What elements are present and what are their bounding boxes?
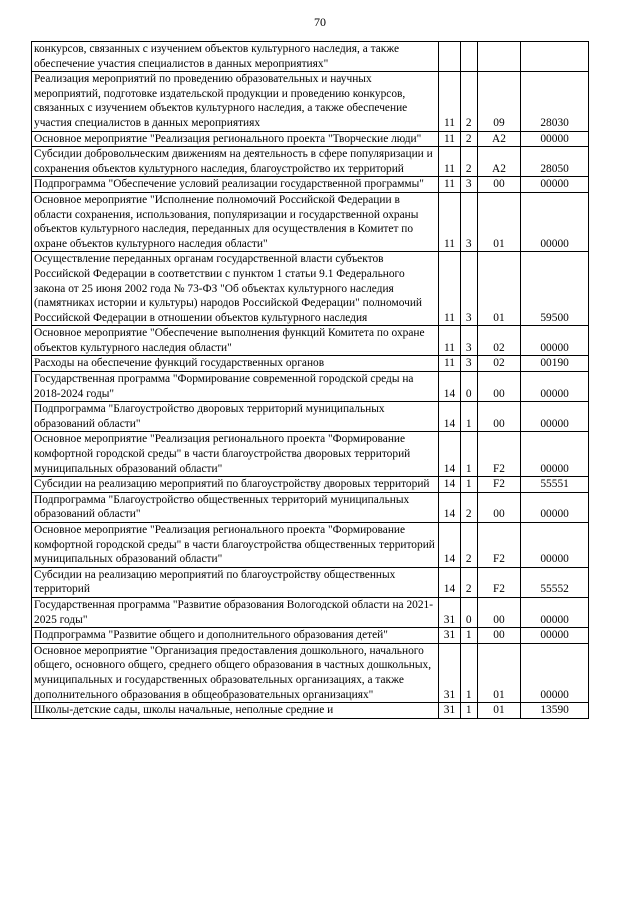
- code-direction: 55551: [521, 477, 589, 493]
- code-subprogram: 1: [460, 703, 477, 719]
- code-direction: 00000: [521, 628, 589, 644]
- code-subprogram: 2: [460, 72, 477, 131]
- row-description: Основное мероприятие "Реализация регионального проекта "Формирование комфортной городской среды" в части благоустройства дворовых территорий муниципальных образований области": [32, 432, 439, 477]
- row-description: Реализация мероприятий по проведению образовательных и научных мероприятий, подготовке издательской продукции и проведению конкурсов, связанных с изучением объектов культурного наследия, а также обеспечение участия специалистов в данных мероприятиях: [32, 72, 439, 131]
- table-row: [32, 372, 589, 402]
- code-program: 11: [439, 72, 460, 131]
- code-subprogram: 2: [460, 131, 477, 147]
- row-description: Государственная программа "Развитие образования Вологодской области на 2021-2025 годы": [32, 597, 439, 627]
- code-program: 11: [439, 192, 460, 251]
- row-description: Основное мероприятие "Организация предоставления дошкольного, начального общего, основного общего, среднего общего образования в частных дошкольных, муниципальных и государственных образовательных организациях, а также дополнительного образования в общеобразовательных организациях": [32, 643, 439, 702]
- code-program: 11: [439, 131, 460, 147]
- code-direction: 13590: [521, 703, 589, 719]
- code-direction: 00000: [521, 131, 589, 147]
- code-program: 11: [439, 147, 460, 177]
- code-program: 31: [439, 643, 460, 702]
- code-activity: A2: [477, 131, 520, 147]
- code-direction: 00000: [521, 432, 589, 477]
- code-subprogram: 1: [460, 402, 477, 432]
- code-program: 11: [439, 177, 460, 193]
- code-subprogram: 3: [460, 356, 477, 372]
- code-activity: 00: [477, 492, 520, 522]
- code-program: 14: [439, 432, 460, 477]
- code-program: 31: [439, 597, 460, 627]
- table-row: [32, 42, 589, 72]
- code-direction: 00000: [521, 192, 589, 251]
- row-description: конкурсов, связанных с изучением объектов культурного наследия, а также обеспечение участия специалистов в данных мероприятиях": [32, 42, 439, 72]
- table-row: [32, 192, 589, 251]
- code-direction: 00000: [521, 177, 589, 193]
- code-subprogram: 2: [460, 147, 477, 177]
- code-subprogram: 2: [460, 523, 477, 568]
- table-row: [32, 147, 589, 177]
- page-number: 70: [314, 15, 326, 29]
- row-description: Основное мероприятие "Исполнение полномочий Российской Федерации в области сохранения, использования, популяризации и государственной охраны объектов культурного наследия, переданных для осуществления в Комитет по охране объектов культурного наследия области": [32, 192, 439, 251]
- table-row: [32, 597, 589, 627]
- row-description: Школы-детские сады, школы начальные, неполные средние и: [32, 703, 439, 719]
- code-subprogram: 3: [460, 326, 477, 356]
- code-subprogram: 2: [460, 567, 477, 597]
- code-program: 31: [439, 703, 460, 719]
- code-program: 14: [439, 492, 460, 522]
- code-activity: A2: [477, 147, 520, 177]
- row-description: Расходы на обеспечение функций государственных органов: [32, 356, 439, 372]
- code-activity: F2: [477, 523, 520, 568]
- code-activity: 01: [477, 643, 520, 702]
- code-direction: 00000: [521, 643, 589, 702]
- row-description: Подпрограмма "Развитие общего и дополнительного образования детей": [32, 628, 439, 644]
- code-activity: 00: [477, 177, 520, 193]
- code-direction: 00000: [521, 523, 589, 568]
- row-description: Основное мероприятие "Реализация регионального проекта "Творческие люди": [32, 131, 439, 147]
- code-direction: 00000: [521, 372, 589, 402]
- code-direction: 28030: [521, 72, 589, 131]
- code-direction: 59500: [521, 252, 589, 326]
- table-row: [32, 492, 589, 522]
- code-activity: F2: [477, 432, 520, 477]
- row-description: Субсидии на реализацию мероприятий по благоустройству дворовых территорий: [32, 477, 439, 493]
- row-description: Осуществление переданных органам государственной власти субъектов Российской Федерации в соответствии с пунктом 1 статьи 9.1 Федерального закона от 25 июня 2002 года № 73-ФЗ "Об объектах культурного наследия (памятниках истории и культуры) народов Российской Федерации" полномочий Российской Федерации в отношении объектов культурного наследия: [32, 252, 439, 326]
- table-row: [32, 72, 589, 131]
- code-subprogram: 3: [460, 192, 477, 251]
- table-row: [32, 131, 589, 147]
- code-program: 14: [439, 523, 460, 568]
- code-direction: 00000: [521, 326, 589, 356]
- code-program: 14: [439, 372, 460, 402]
- code-activity: F2: [477, 567, 520, 597]
- code-activity: 01: [477, 703, 520, 719]
- code-subprogram: 3: [460, 252, 477, 326]
- code-program: 31: [439, 628, 460, 644]
- code-activity: 01: [477, 252, 520, 326]
- code-activity: 00: [477, 402, 520, 432]
- code-activity: 00: [477, 628, 520, 644]
- row-description: Субсидии на реализацию мероприятий по благоустройству общественных территорий: [32, 567, 439, 597]
- table-row: [32, 477, 589, 493]
- code-subprogram: 2: [460, 492, 477, 522]
- code-subprogram: [460, 42, 477, 72]
- table-row: [32, 326, 589, 356]
- row-description: Субсидии добровольческим движениям на деятельность в сфере популяризации и сохранения объектов культурного наследия, благоустройство их территорий: [32, 147, 439, 177]
- row-description: Подпрограмма "Обеспечение условий реализации государственной программы": [32, 177, 439, 193]
- code-subprogram: 1: [460, 432, 477, 477]
- row-description: Государственная программа "Формирование современной городской среды на 2018-2024 годы": [32, 372, 439, 402]
- code-direction: [521, 42, 589, 72]
- code-direction: 00000: [521, 402, 589, 432]
- code-program: 14: [439, 402, 460, 432]
- code-program: 11: [439, 356, 460, 372]
- table-row: [32, 177, 589, 193]
- code-program: 14: [439, 567, 460, 597]
- table-row: [32, 252, 589, 326]
- table-row: [32, 703, 589, 719]
- code-subprogram: 0: [460, 597, 477, 627]
- code-activity: 01: [477, 192, 520, 251]
- code-program: 11: [439, 252, 460, 326]
- code-direction: 55552: [521, 567, 589, 597]
- code-subprogram: 1: [460, 643, 477, 702]
- table-row: [32, 523, 589, 568]
- code-activity: [477, 42, 520, 72]
- code-direction: 00000: [521, 492, 589, 522]
- code-activity: 00: [477, 372, 520, 402]
- table-row: [32, 643, 589, 702]
- table-row: [32, 356, 589, 372]
- code-subprogram: 1: [460, 477, 477, 493]
- code-subprogram: 1: [460, 628, 477, 644]
- table-row: [32, 567, 589, 597]
- budget-classification-table: [31, 41, 589, 719]
- row-description: Основное мероприятие "Реализация регионального проекта "Формирование комфортной городской среды" в части благоустройства общественных территорий муниципальных образований области": [32, 523, 439, 568]
- code-direction: 00190: [521, 356, 589, 372]
- code-program: 14: [439, 477, 460, 493]
- code-activity: 09: [477, 72, 520, 131]
- code-direction: 28050: [521, 147, 589, 177]
- code-activity: 00: [477, 597, 520, 627]
- code-activity: 02: [477, 356, 520, 372]
- table-row: [32, 432, 589, 477]
- code-activity: F2: [477, 477, 520, 493]
- table-row: [32, 402, 589, 432]
- code-activity: 02: [477, 326, 520, 356]
- row-description: Подпрограмма "Благоустройство дворовых территорий муниципальных образований области": [32, 402, 439, 432]
- code-program: 11: [439, 326, 460, 356]
- code-program: [439, 42, 460, 72]
- code-subprogram: 0: [460, 372, 477, 402]
- row-description: Подпрограмма "Благоустройство общественных территорий муниципальных образований области": [32, 492, 439, 522]
- code-subprogram: 3: [460, 177, 477, 193]
- row-description: Основное мероприятие "Обеспечение выполнения функций Комитета по охране объектов культурного наследия области": [32, 326, 439, 356]
- table-row: [32, 628, 589, 644]
- code-direction: 00000: [521, 597, 589, 627]
